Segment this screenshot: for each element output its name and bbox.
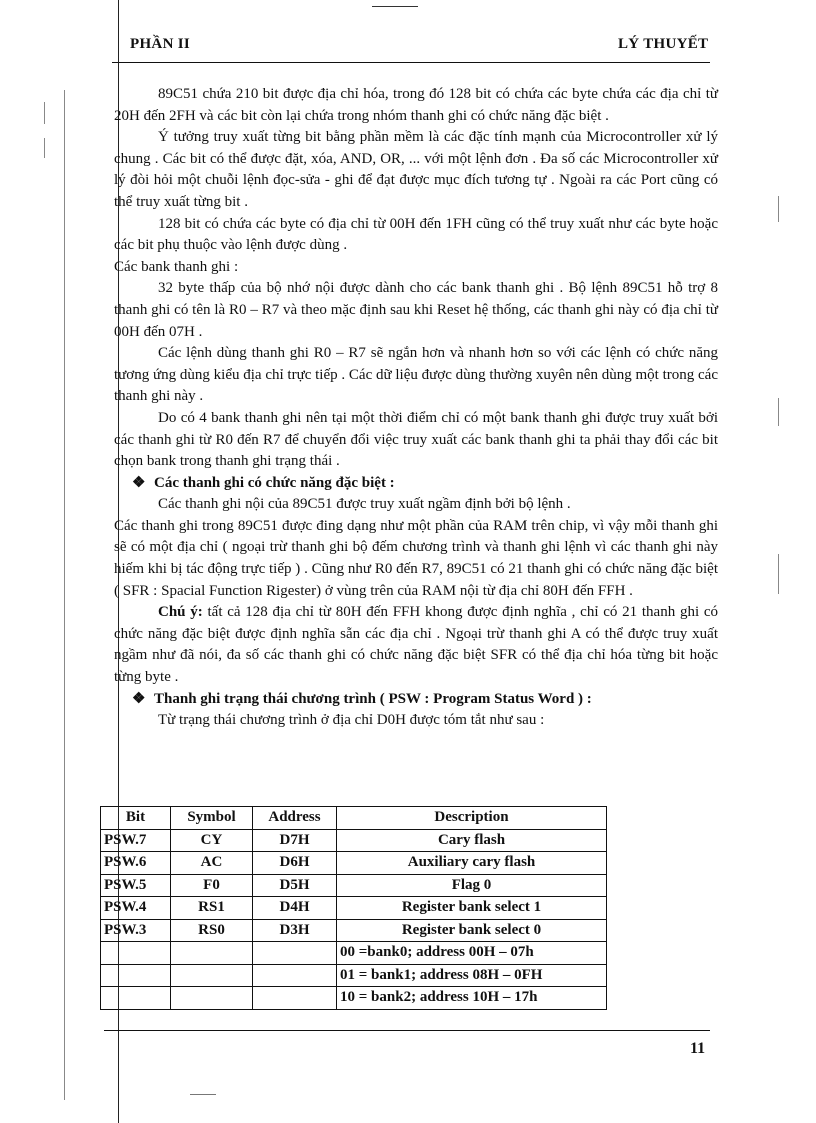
table-header-cell: Description <box>337 807 607 830</box>
table-row <box>101 987 607 1010</box>
table-cell <box>253 987 337 1010</box>
scan-mark-right <box>778 196 779 222</box>
table-header-row <box>101 807 607 830</box>
scan-mark-left <box>64 90 65 1100</box>
scan-mark-right <box>778 398 779 426</box>
table-cell: RS1 <box>171 897 253 920</box>
table-cell: D6H <box>253 852 337 875</box>
table-cell <box>171 964 253 987</box>
table-cell: RS0 <box>171 919 253 942</box>
table-row <box>101 852 607 875</box>
table-cell: Register bank select 1 <box>337 897 607 920</box>
table-cell: 01 = bank1; address 08H – 0FH <box>337 964 607 987</box>
paragraph <box>114 602 718 688</box>
paragraph: Các thanh ghi nội của 89C51 được truy xuất ngầm định bởi bộ lệnh . <box>158 496 571 513</box>
table-row <box>101 829 607 852</box>
body-text <box>114 84 718 732</box>
table-cell: F0 <box>171 874 253 897</box>
section-heading <box>114 473 718 495</box>
paragraph: 89C51 chứa 210 bit được địa chỉ hóa, trong đó 128 bit có chứa các byte chứa các địa chỉ từ 20H đến 2FH và các bit còn lại chứa trong nhóm thanh ghi có chức năng đặc biệt . <box>114 86 718 124</box>
table-cell: PSW.4 <box>101 897 171 920</box>
section-heading <box>114 689 718 711</box>
table-header-cell: Bit <box>101 807 171 830</box>
table-cell: PSW.7 <box>101 829 171 852</box>
table-cell <box>171 942 253 965</box>
footer-rule <box>104 1030 710 1031</box>
header-rule <box>112 62 710 63</box>
table-cell: D5H <box>253 874 337 897</box>
table-row <box>101 964 607 987</box>
header-chapter: LÝ THUYẾT <box>618 36 709 52</box>
diamond-bullet-icon: ❖ <box>132 474 146 491</box>
table-cell: D3H <box>253 919 337 942</box>
top-dash-mark <box>372 6 418 7</box>
table-row <box>101 874 607 897</box>
table-cell <box>253 964 337 987</box>
scan-mark-left-short <box>44 102 45 124</box>
bottom-dash-mark <box>190 1094 216 1095</box>
paragraph: Các lệnh dùng thanh ghi R0 – R7 sẽ ngắn hơn và nhanh hơn so với các lệnh có chức năng tương ứng dùng kiểu địa chỉ trực tiếp . Các dữ liệu được dùng thường xuyên nên dùng một trong các thanh ghi này . <box>114 345 718 405</box>
table-cell: CY <box>171 829 253 852</box>
table-cell <box>101 942 171 965</box>
table-cell: Auxiliary cary flash <box>337 852 607 875</box>
paragraph: Các thanh ghi trong 89C51 được đing dạng như một phần của RAM trên chip, vì vậy mỗi thanh ghi sẽ có một địa chỉ ( ngoại trừ thanh ghi bộ đếm chương trình và thanh ghi lệnh vì các thanh ghi này hiếm khi bị tác động trực tiếp ) . Cũng như R0 đến R7, 89C51 có 21 thanh ghi có chức năng đặc biệt ( SFR : Spacial Function Rigester) ở vùng trên của RAM nội từ địa chỉ 80H đến FFH . <box>114 517 718 599</box>
page-number: 11 <box>690 1040 706 1057</box>
table-cell: Flag 0 <box>337 874 607 897</box>
psw-table <box>100 806 607 1010</box>
table-cell: PSW.5 <box>101 874 171 897</box>
table-cell: 00 =bank0; address 00H – 07h <box>337 942 607 965</box>
note-label: Chú ý: <box>158 604 203 621</box>
table-cell: PSW.6 <box>101 852 171 875</box>
table-cell: AC <box>171 852 253 875</box>
table-row <box>101 942 607 965</box>
paragraph: Ý tưởng truy xuất từng bit bằng phần mềm là các đặc tính mạnh của Microcontroller xử lý chung . Các bit có thể được đặt, xóa, AND, OR, ... với một lệnh đơn . Đa số các Microcontroller xử lý đòi hỏi một chuỗi lệnh đọc-sửa - ghi để đạt được mục đích tương tự . Ngoài ra các Port cũng có thể truy xuất từng bit . <box>114 129 718 210</box>
scan-mark-right <box>778 554 779 594</box>
table-cell <box>101 964 171 987</box>
scan-mark-left-short <box>44 138 45 158</box>
diamond-bullet-icon: ❖ <box>132 690 146 707</box>
table-cell: D4H <box>253 897 337 920</box>
section-heading-text: Thanh ghi trạng thái chương trình ( PSW : Program Status Word ) : <box>154 690 592 707</box>
table-cell <box>253 942 337 965</box>
table-cell <box>101 987 171 1010</box>
paragraph: Do có 4 bank thanh ghi nên tại một thời điểm chỉ có một bank thanh ghi được truy xuất bởi các thanh ghi từ R0 đến R7 để chuyển đổi việc truy xuất các bank thanh ghi ta phải thay đổi các bit chọn bank trong thanh ghi trạng thái . <box>114 409 718 470</box>
table-row <box>101 897 607 920</box>
table-row <box>101 919 607 942</box>
table-header-cell: Address <box>253 807 337 830</box>
note-text: tất cả 128 địa chỉ từ 80H đến FFH khong được định nghĩa , chỉ có 21 thanh ghi có chức năng đặc biệt được định nghĩa sẵn các địa chỉ . Ngoại trừ thanh ghi A có thể được truy xuất ngầm như đã nói, đa số các thanh ghi có chức năng đặc biệt SFR có thể địa chỉ hóa từng bit hoặc từng byte . <box>114 604 719 686</box>
table-cell: Register bank select 0 <box>337 919 607 942</box>
section-heading-text: Các thanh ghi có chức năng đặc biệt : <box>154 474 395 491</box>
table-cell: D7H <box>253 829 337 852</box>
paragraph: 128 bit có chứa các byte có địa chỉ từ 00H đến 1FH cũng có thể truy xuất như các byte hoặc các bit phụ thuộc vào lệnh được dùng . <box>114 215 718 254</box>
header-section: PHẦN II <box>130 36 191 52</box>
table-cell: PSW.3 <box>101 919 171 942</box>
paragraph: Từ trạng thái chương trình ở địa chỉ D0H được tóm tắt như sau : <box>158 712 545 729</box>
paragraph: Các bank thanh ghi : <box>114 258 239 275</box>
table-cell: Cary flash <box>337 829 607 852</box>
table-header-cell: Symbol <box>171 807 253 830</box>
paragraph: 32 byte thấp của bộ nhớ nội được dành cho các bank thanh ghi . Bộ lệnh 89C51 hỗ trợ 8 thanh ghi có tên là R0 – R7 và theo mặc định sau khi Reset hệ thống, các thanh ghi này có địa chỉ từ 00H đến 07H . <box>114 280 718 340</box>
table-cell <box>171 987 253 1010</box>
table-cell: 10 = bank2; address 10H – 17h <box>337 987 607 1010</box>
